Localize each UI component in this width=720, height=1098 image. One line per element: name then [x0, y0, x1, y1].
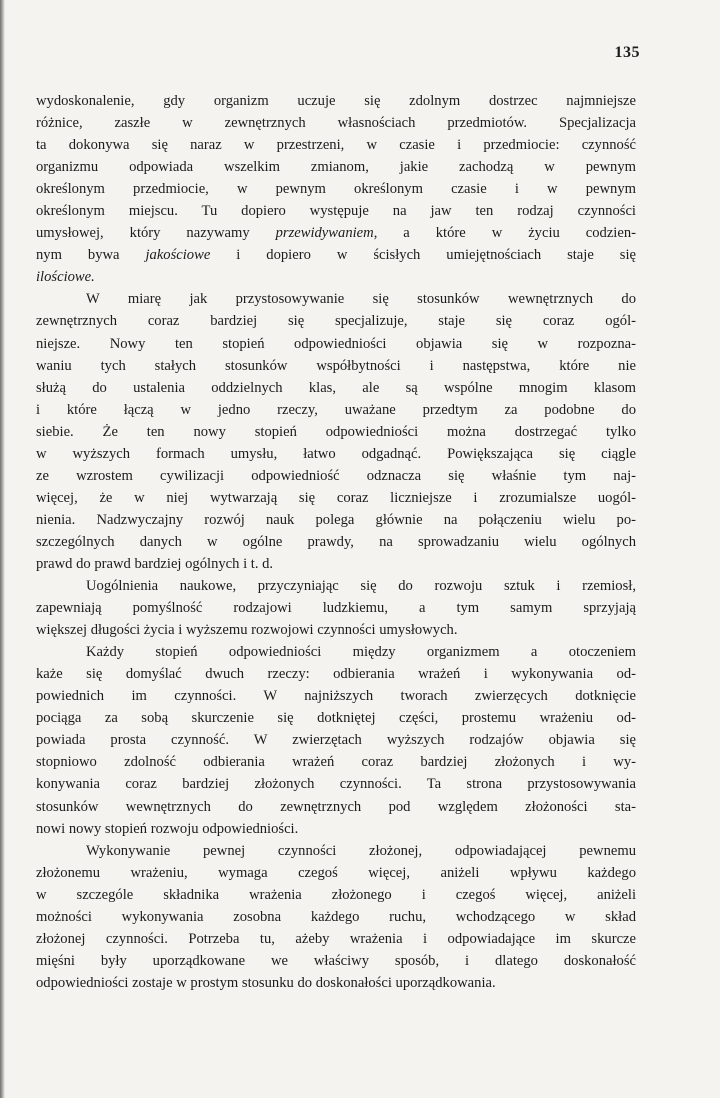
- page-number: 135: [614, 44, 640, 61]
- paragraph: [36, 641, 636, 839]
- paragraph: [36, 288, 636, 575]
- text-line: złożonemu wrażeniu, wymaga czegoś więcej, aniżeli wpływu każdego: [36, 864, 636, 881]
- text-line: umysłowej, który nazywamy przewidywaniem, a które w życiu codzien-: [36, 225, 636, 242]
- text-line: nienia. Nadzwyczajny rozwój nauk polega głównie na połączeniu wielu po-: [36, 511, 636, 528]
- paragraph: [36, 575, 636, 641]
- text-line: konywania coraz bardziej złożonych czynności. Ta strona przystosowywania: [36, 776, 636, 793]
- text-line: powiednich im czynności. W najniższych tworach zwierzęcych dotknięcie: [36, 688, 636, 705]
- text-line: ze wzrostem cywilizacji odpowiedniość odznacza się właśnie tym naj-: [36, 467, 636, 484]
- text-line: więcej, że w niej wytwarzają się coraz liczniejsze i zrozumialsze uogól-: [36, 489, 636, 506]
- text-line: pociąga za sobą skurczenie się dotkniętej części, prostemu wrażeniu od-: [36, 710, 636, 727]
- text-line: różnice, zaszłe w zewnętrznych własnościach przedmiotów. Specjalizacja: [36, 115, 636, 132]
- text-line: stosunków wewnętrznych do zewnętrznych pod względem złożoności sta-: [36, 798, 636, 815]
- text-line: i które łączą w jedno rzeczy, uważane przedtym za podobne do: [36, 401, 636, 418]
- text-line: w szczególe składnika wrażenia złożonego i czegoś więcej, aniżeli: [36, 886, 636, 903]
- text-line: [36, 266, 636, 288]
- text-line: nowi nowy stopień rozwoju odpowiedniości.: [36, 820, 299, 837]
- text-line: prawd do prawd bardziej ogólnych i t. d.: [36, 555, 274, 572]
- text-line: każe się domyślać dwuch rzeczy: odbierania wrażeń i wykonywania od-: [36, 666, 636, 683]
- text-line: siebie. Że ten nowy stopień odpowiedniości można dostrzegać tylko: [36, 423, 636, 440]
- text-line: nym bywa jakościowe i dopiero w ścisłych umiejętnościach staje się: [36, 247, 636, 264]
- text-line: określonym miejscu. Tu dopiero występuje na jaw ten rodzaj czynności: [36, 203, 636, 220]
- text-line: W miarę jak przystosowywanie się stosunków wewnętrznych do: [86, 291, 636, 308]
- paragraph: [36, 90, 636, 288]
- text-line: Wykonywanie pewnej czynności złożonej, odpowiadającej pewnemu: [86, 842, 636, 859]
- text-line: służą do ustalenia oddzielnych klas, ale są wspólne mnogim klasom: [36, 379, 636, 396]
- text-line: waniu tych stałych stosunków współbytności i następstwa, które nie: [36, 357, 636, 374]
- text-line: odpowiedniości zostaje w prostym stosunku do doskonałości uporządkowania.: [36, 974, 496, 991]
- paragraph: [36, 840, 636, 994]
- text-body: [36, 90, 636, 994]
- emphasized-term: ilościowe.: [36, 269, 95, 286]
- text-line: Każdy stopień odpowiedniości między organizmem a otoczeniem: [86, 644, 636, 661]
- text-line: zewnętrznych coraz bardziej się specjalizuje, staje się coraz ogól-: [36, 313, 636, 330]
- binding-edge: [0, 0, 5, 1098]
- emphasized-term: przewidywaniem: [275, 225, 374, 242]
- text-line: zapewniają pomyślność rodzajowi ludzkiemu, a tym samym sprzyjają: [36, 600, 636, 617]
- text-line: Uogólnienia naukowe, przyczyniając się do rozwoju sztuk i rzemiosł,: [86, 578, 636, 595]
- text-line: organizmu odpowiada wszelkim zmianom, jakie zachodzą w pewnym: [36, 159, 636, 176]
- text-line: większej długości życia i wyższemu rozwojowi czynności umysłowych.: [36, 622, 458, 639]
- text-line: określonym przedmiocie, w pewnym określonym czasie i w pewnym: [36, 181, 636, 198]
- text-line: powiada prosta czynność. W zwierzętach wyższych rodzajów objawia się: [36, 732, 636, 749]
- text-line: możności wykonywania zosobna każdego ruchu, wchodzącego w skład: [36, 908, 636, 925]
- text-line: złożonej czynności. Potrzeba tu, ażeby wrażenia i odpowiadające im skurcze: [36, 930, 636, 947]
- emphasized-term: jakościowe: [145, 247, 211, 264]
- text-line: ta dokonywa się naraz w przestrzeni, w czasie i przedmiocie: czynność: [36, 137, 636, 154]
- text-line: wydoskonalenie, gdy organizm uczuje się zdolnym dostrzec najmniejsze: [36, 93, 636, 109]
- text-line: stopniowo zdolność odbierania wrażeń coraz bardziej złożonych i wy-: [36, 754, 636, 771]
- text-line: niejsze. Nowy ten stopień odpowiedniości objawia się w rozpozna-: [36, 335, 636, 352]
- text-line: mięśni były uporządkowane we właściwy sposób, i dlatego doskonałość: [36, 952, 636, 969]
- text-line: w wyższych formach umysłu, łatwo odgadnąć. Powiększająca się ciągle: [36, 445, 636, 462]
- text-line: szczególnych danych w ogólne prawdy, na sprowadzaniu wielu ogólnych: [36, 533, 636, 550]
